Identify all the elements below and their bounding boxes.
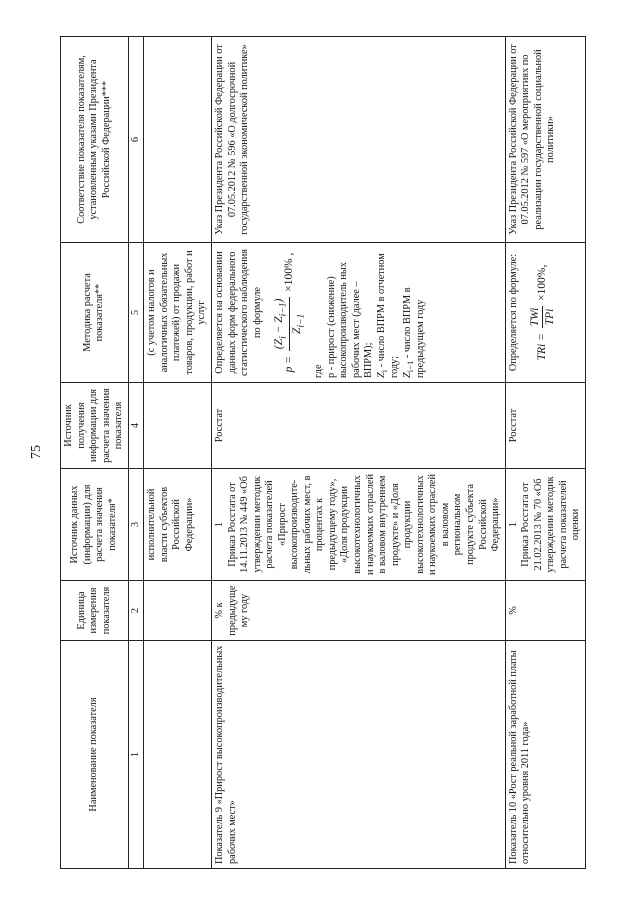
info-provider: Росстат bbox=[505, 383, 585, 469]
header-unit: Единица измерения показателя bbox=[61, 581, 129, 641]
indicators-table bbox=[60, 36, 586, 869]
info-provider: Росстат bbox=[212, 383, 506, 469]
source-lead: 1 bbox=[214, 521, 226, 528]
growth-formula bbox=[272, 247, 307, 378]
method-intro: Определяется по формуле: bbox=[507, 253, 519, 372]
data-source bbox=[212, 469, 506, 581]
table-row bbox=[505, 37, 585, 869]
indicator-unit: % к предыдуще му году bbox=[212, 581, 506, 641]
table-row bbox=[144, 37, 212, 869]
calculation-method: (с учетом налогов и аналогичных обязательных платежей) от продажи товаров, продукции, работ и услуг bbox=[144, 243, 212, 383]
column-number: 6 bbox=[128, 37, 144, 243]
page-number: 75 bbox=[29, 445, 44, 459]
method-intro: Определяется на основании данных форм федерального статистического наблюдения по формуле bbox=[214, 249, 263, 376]
rotated-table-sheet bbox=[60, 37, 595, 869]
method-where: где bbox=[313, 364, 325, 378]
formula-numerator: TWi bbox=[528, 306, 543, 329]
source-lead: 1 bbox=[507, 521, 519, 528]
table-row bbox=[212, 37, 506, 869]
formula-lhs: p = bbox=[283, 356, 296, 373]
formula-rhs: ×100% , bbox=[283, 252, 296, 292]
indicator-unit: % bbox=[505, 581, 585, 641]
formula-numerator: $(Z_i - Z_{i-1})$ bbox=[273, 298, 289, 350]
calculation-method bbox=[505, 243, 585, 383]
wage-formula bbox=[528, 247, 557, 378]
indicator-name: Показатель 9 «Прирост высокопроизводительных рабочих мест» bbox=[212, 641, 506, 869]
source-text: Приказ Росстата от 14.11.2013 № 449 «Об утверждении методик расчета показателей «Прирост высокопроизводите-льных рабочих мест, в процентах к предыдущему году», «Доля продукции высокотехнологичных и наукоемких отраслей в валовом внутреннем продукте» и «Доля продукции высокотехнологичных и наукоемких отраслей в валовом региональном продукте субъекта Российской Федерации» bbox=[226, 474, 502, 576]
indicator-name bbox=[144, 641, 212, 869]
info-provider bbox=[144, 383, 212, 469]
header-data-source: Источник данных (информации) для расчета значения показателя* bbox=[61, 469, 129, 581]
indicator-unit bbox=[144, 581, 212, 641]
header-method: Методика расчета показателя** bbox=[61, 243, 129, 383]
formula-denominator: TPi bbox=[544, 308, 557, 326]
formula-rhs: ×100%, bbox=[536, 264, 549, 301]
formula-lhs: TRi = bbox=[536, 333, 549, 361]
indicator-name: Показатель 10 «Рост реальной заработной платы относительно уровня 2011 года» bbox=[505, 641, 585, 869]
column-number: 4 bbox=[128, 383, 144, 469]
header-info-provider: Источник получения информации для расчета значения показателя bbox=[61, 383, 129, 469]
formula-fraction bbox=[272, 297, 307, 352]
column-number: 2 bbox=[128, 581, 144, 641]
presidential-decree: Указ Президента Российской Федерации от 07.05.2012 № 597 «О мероприятиях по реализации государственной социальной политики» bbox=[505, 37, 585, 243]
presidential-decree: Указ Президента Российской Федерации от 07.05.2012 № 596 «О долгосрочной государственной экономической политике» bbox=[212, 37, 506, 243]
method-p-definition: p - прирост (снижение) высокопроизводитель ных рабочих мест (далее – ВПРМ); bbox=[325, 262, 375, 378]
column-numbers-row bbox=[128, 37, 144, 869]
presidential-decree bbox=[144, 37, 212, 243]
column-number: 3 bbox=[128, 469, 144, 581]
column-number: 5 bbox=[128, 243, 144, 383]
calculation-method bbox=[212, 243, 506, 383]
data-source: исполнительной власти субъектов Российской Федерации» bbox=[144, 469, 212, 581]
method-zi1-definition: $Z_{i-1}$ - число ВПРМ в предыдущем году bbox=[401, 287, 427, 378]
header-indicator-name: Наименование показателя bbox=[61, 641, 129, 869]
formula-fraction bbox=[528, 306, 557, 329]
formula-denominator: $Z_{i-1}$ bbox=[291, 313, 307, 335]
source-text: Приказ Росстата от 21.02.2013 № 70 «Об утверждении методик расчета показателей оценки bbox=[520, 476, 582, 573]
data-source bbox=[505, 469, 585, 581]
method-zi-definition: $Z_i$ - число ВПРМ в отчетном году; bbox=[375, 253, 401, 378]
header-decree: Соответствие показателя показателям, установленным указами Президента Российской Федерации*** bbox=[61, 37, 129, 243]
table-header-row bbox=[61, 37, 129, 869]
column-number: 1 bbox=[128, 641, 144, 869]
